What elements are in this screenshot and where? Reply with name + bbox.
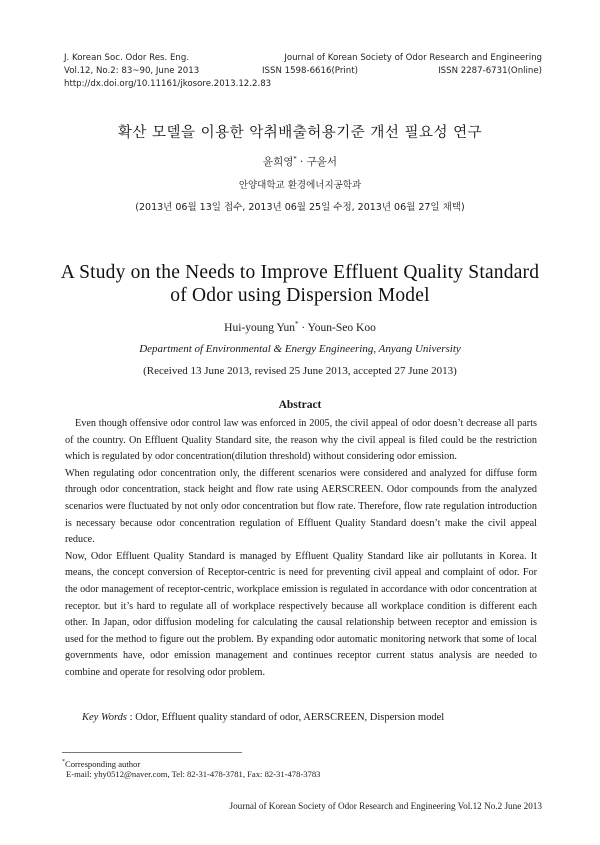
keywords-text: Odor, Effluent quality standard of odor, AERSCREEN, Dispersion model bbox=[135, 712, 445, 723]
page-footer: Journal of Korean Society of Odor Research and Engineering Vol.12 No.2 June 2013 bbox=[229, 801, 542, 811]
footnote-corresponding-text: Corresponding author bbox=[65, 758, 141, 769]
english-title-line-2: of Odor using Dispersion Model bbox=[170, 284, 430, 306]
keywords bbox=[82, 712, 542, 723]
issn-online: ISSN 2287-6731(Online) bbox=[438, 66, 542, 76]
abstract-heading: Abstract bbox=[278, 399, 322, 411]
korean-authors bbox=[0, 154, 600, 169]
keywords-label: Key Words bbox=[82, 712, 128, 723]
footnote-corresponding bbox=[62, 757, 140, 770]
korean-dates: (2013년 06월 13일 접수, 2013년 06월 25일 수정, 2013년 06월 27일 채택) bbox=[135, 202, 465, 213]
corresponding-mark: * bbox=[293, 154, 297, 163]
abstract-paragraph-2: When regulating odor concentration only, the different scenarios were considered and analyzed for diffuse form through odor concentration, stack height and flow rate using AERSCREEN. Odor compounds from the analyzed scenarios were fluctuated by not only odor concentration but flow rate. Therefore, flow rate regulation introduction is necessary because odor concentration regulation of Effluent Quality Standard doesn’t make the civil appeal reduce. bbox=[65, 467, 537, 546]
english-author-1: Hui-young Yun bbox=[224, 321, 295, 334]
english-author-2: Youn-Seo Koo bbox=[307, 321, 376, 334]
corresponding-mark-en: * bbox=[294, 320, 299, 328]
english-title bbox=[40, 262, 560, 307]
doi-link[interactable]: http://dx.doi.org/10.11161/jkosore.2013.12.2.83 bbox=[64, 79, 272, 89]
journal-full-name: Journal of Korean Society of Odor Research and Engineering bbox=[284, 53, 542, 63]
footnote-mark: * bbox=[62, 759, 65, 765]
abstract-paragraph-3: Now, Odor Effluent Quality Standard is managed by Effluent Quality Standard like air pollutants in Korea. It means, the concept conversion of Receptor-centric is need for preventing civil appeal and complaint of odor. For the odor management of receptor-centric, workplace emission is regulated in accordance with odor concentration at receptor. but it’s hard to regulate all of workplace respectively because all workplace condition is different each other. In Japan, odor diffusion modeling for calculating the causal relationship between receptor and emission is used for the method to figure out the problem. By expanding odor automatic monitoring network that some of local governments have, odor emission management and continues receptor current status analysis are needed to combine and operate for resolving odor problem. bbox=[65, 550, 537, 678]
english-authors bbox=[0, 320, 600, 334]
english-affiliation: Department of Environmental & Energy Engineering, Anyang University bbox=[139, 343, 461, 355]
korean-affiliation: 안양대학교 환경에너지공학과 bbox=[238, 180, 362, 191]
author-separator: · bbox=[299, 156, 304, 168]
issn-print: ISSN 1598-6616(Print) bbox=[262, 66, 358, 76]
footnote-contact: E-mail: yhy0512@naver.com, Tel: 82-31-478-3781, Fax: 82-31-478-3783 bbox=[66, 769, 321, 779]
journal-abbrev: J. Korean Soc. Odor Res. Eng. bbox=[64, 53, 190, 63]
abstract-paragraph-1: Even though offensive odor control law was enforced in 2005, the civil appeal of odor doesn’t decrease all parts of the country. On Effluent Quality Standard site, the reason why the civil appeal is filed could be the restriction which is regulated by odor concentration(dilution threshold) without considering odor emission. bbox=[65, 418, 537, 463]
english-title-line-1: A Study on the Needs to Improve Effluent Quality Standard bbox=[60, 262, 540, 283]
volume-pages: Vol.12, No.2: 83~90, June 2013 bbox=[64, 66, 200, 76]
korean-title: 확산 모델을 이용한 악취배출허용기준 개선 필요성 연구 bbox=[117, 125, 483, 141]
footnote-divider bbox=[62, 752, 242, 753]
korean-author-1: 윤희영 bbox=[262, 156, 294, 168]
korean-author-2: 구윤서 bbox=[306, 156, 338, 168]
author-separator-en: · bbox=[301, 321, 306, 334]
keywords-colon: : bbox=[127, 712, 136, 723]
abstract-body bbox=[65, 416, 537, 682]
english-dates: (Received 13 June 2013, revised 25 June 2013, accepted 27 June 2013) bbox=[143, 365, 457, 377]
